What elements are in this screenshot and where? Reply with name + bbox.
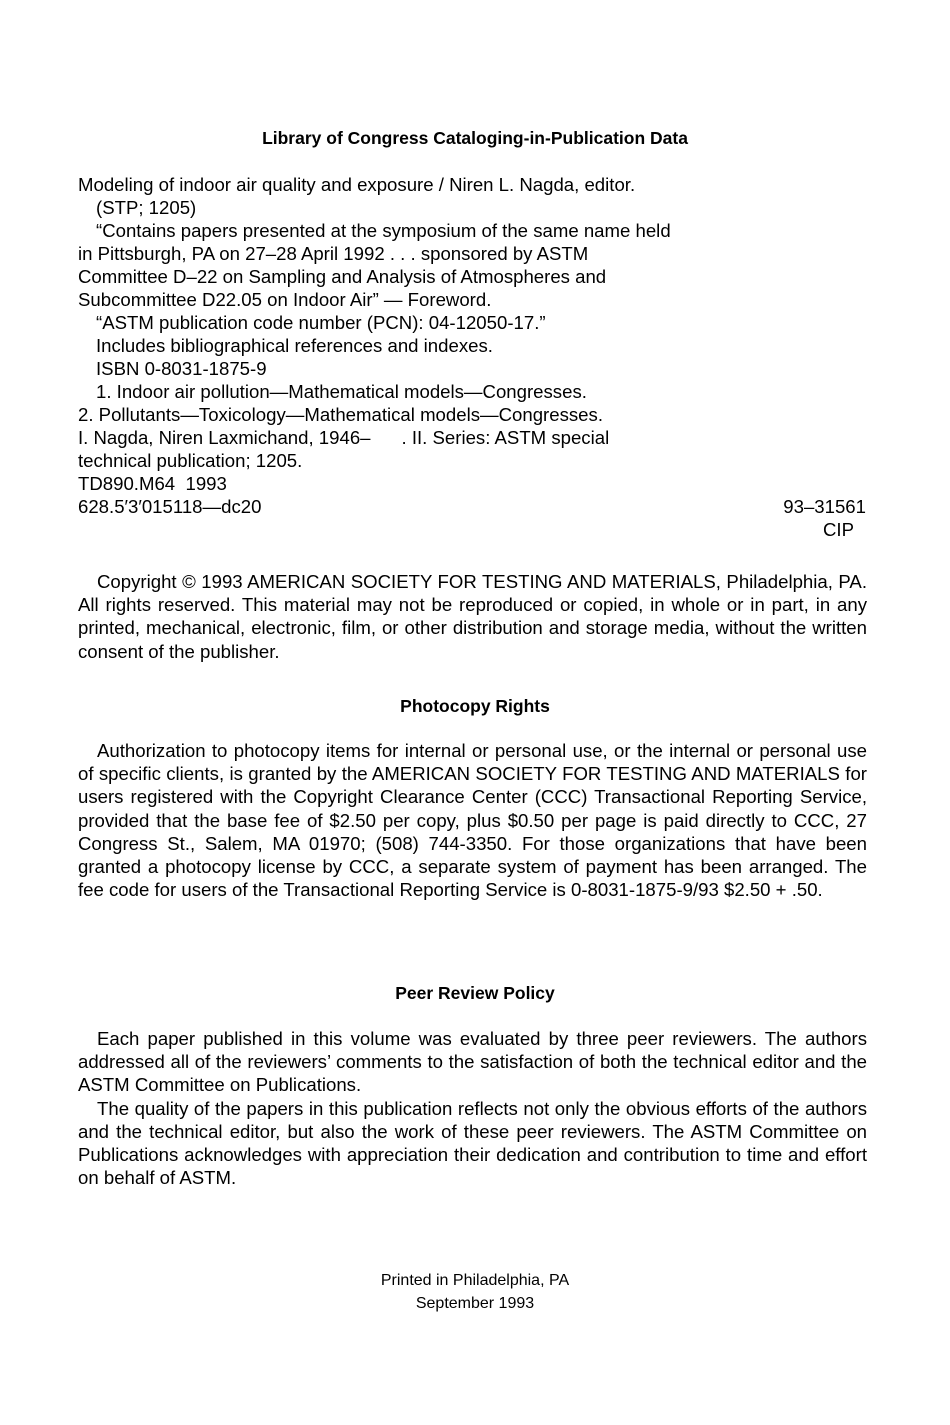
cip-line: I. Nagda, Niren Laxmichand, 1946– . II. Series: ASTM special	[78, 427, 610, 448]
cip-line: Subcommittee D22.05 on Indoor Air” — Foreword.	[78, 289, 492, 310]
cip-line: “ASTM publication code number (PCN): 04-12050-17.”	[96, 312, 546, 333]
cip-label: CIP	[823, 519, 854, 540]
cip-line: 628.5′3′015118—dc20	[78, 496, 262, 517]
peer-review-section	[78, 1027, 867, 1189]
copyright-notice	[78, 570, 867, 663]
cip-line: ISBN 0-8031-1875-9	[96, 358, 267, 379]
peer-review-paragraph: The quality of the papers in this publication reflects not only the obvious efforts of the authors and the technical editor, but also the work of these peer reviewers. The ASTM Committee on Publications acknowledges with appreciation their dedication and contribution to time and effort on behalf of ASTM.	[78, 1097, 867, 1189]
cip-line: 2. Pollutants—Toxicology—Mathematical models—Congresses.	[78, 404, 603, 425]
cip-line: technical publication; 1205.	[78, 450, 303, 471]
cip-line: 1. Indoor air pollution—Mathematical models—Congresses.	[96, 381, 587, 402]
printed-location: Printed in Philadelphia, PA	[380, 1272, 570, 1289]
copyright-paragraph: Copyright © 1993 AMERICAN SOCIETY FOR TESTING AND MATERIALS, Philadelphia, PA. All rights reserved. This material may not be reproduced or copied, in whole or in part, in any printed, mechanical, electronic, film, or other distribution and storage media, without the written consent of the publisher.	[78, 571, 867, 662]
peer-review-paragraph: Each paper published in this volume was evaluated by three peer reviewers. The authors addressed all of the reviewers’ comments to the satisfaction of both the technical editor and the ASTM Committee on Publications.	[78, 1028, 867, 1096]
photocopy-heading: Photocopy Rights	[400, 696, 550, 716]
photocopy-section	[78, 739, 867, 901]
peer-review-heading: Peer Review Policy	[395, 983, 555, 1003]
cip-line: (STP; 1205)	[96, 197, 197, 218]
cip-heading: Library of Congress Cataloging-in-Publication Data	[262, 128, 688, 148]
cip-line: “Contains papers presented at the symposium of the same name held	[96, 220, 671, 241]
cip-line: Committee D–22 on Sampling and Analysis of Atmospheres and	[78, 266, 607, 287]
lccn-number: 93–31561	[783, 496, 866, 517]
printed-date: September 1993	[415, 1295, 535, 1312]
cip-line: TD890.M64 1993	[78, 473, 227, 494]
cip-line: in Pittsburgh, PA on 27–28 April 1992 . . . sponsored by ASTM	[78, 243, 589, 264]
photocopy-paragraph: Authorization to photocopy items for internal or personal use, or the internal or personal use of specific clients, is granted by the AMERICAN SOCIETY FOR TESTING AND MATERIALS for users registered with the Copyright Clearance Center (CCC) Transactional Reporting Service, provided that the base fee of $2.50 per copy, plus $0.50 per page is paid directly to CCC, 27 Congress St., Salem, MA 01970; (508) 744-3350. For those organizations that have been granted a photocopy license by CCC, a separate system of payment has been arranged. The fee code for users of the Transactional Reporting Service is 0-8031-1875-9/93 $2.50 + .50.	[78, 740, 867, 901]
cip-line: Includes bibliographical references and indexes.	[96, 335, 493, 356]
cip-line: Modeling of indoor air quality and exposure / Niren L. Nagda, editor.	[78, 174, 636, 195]
